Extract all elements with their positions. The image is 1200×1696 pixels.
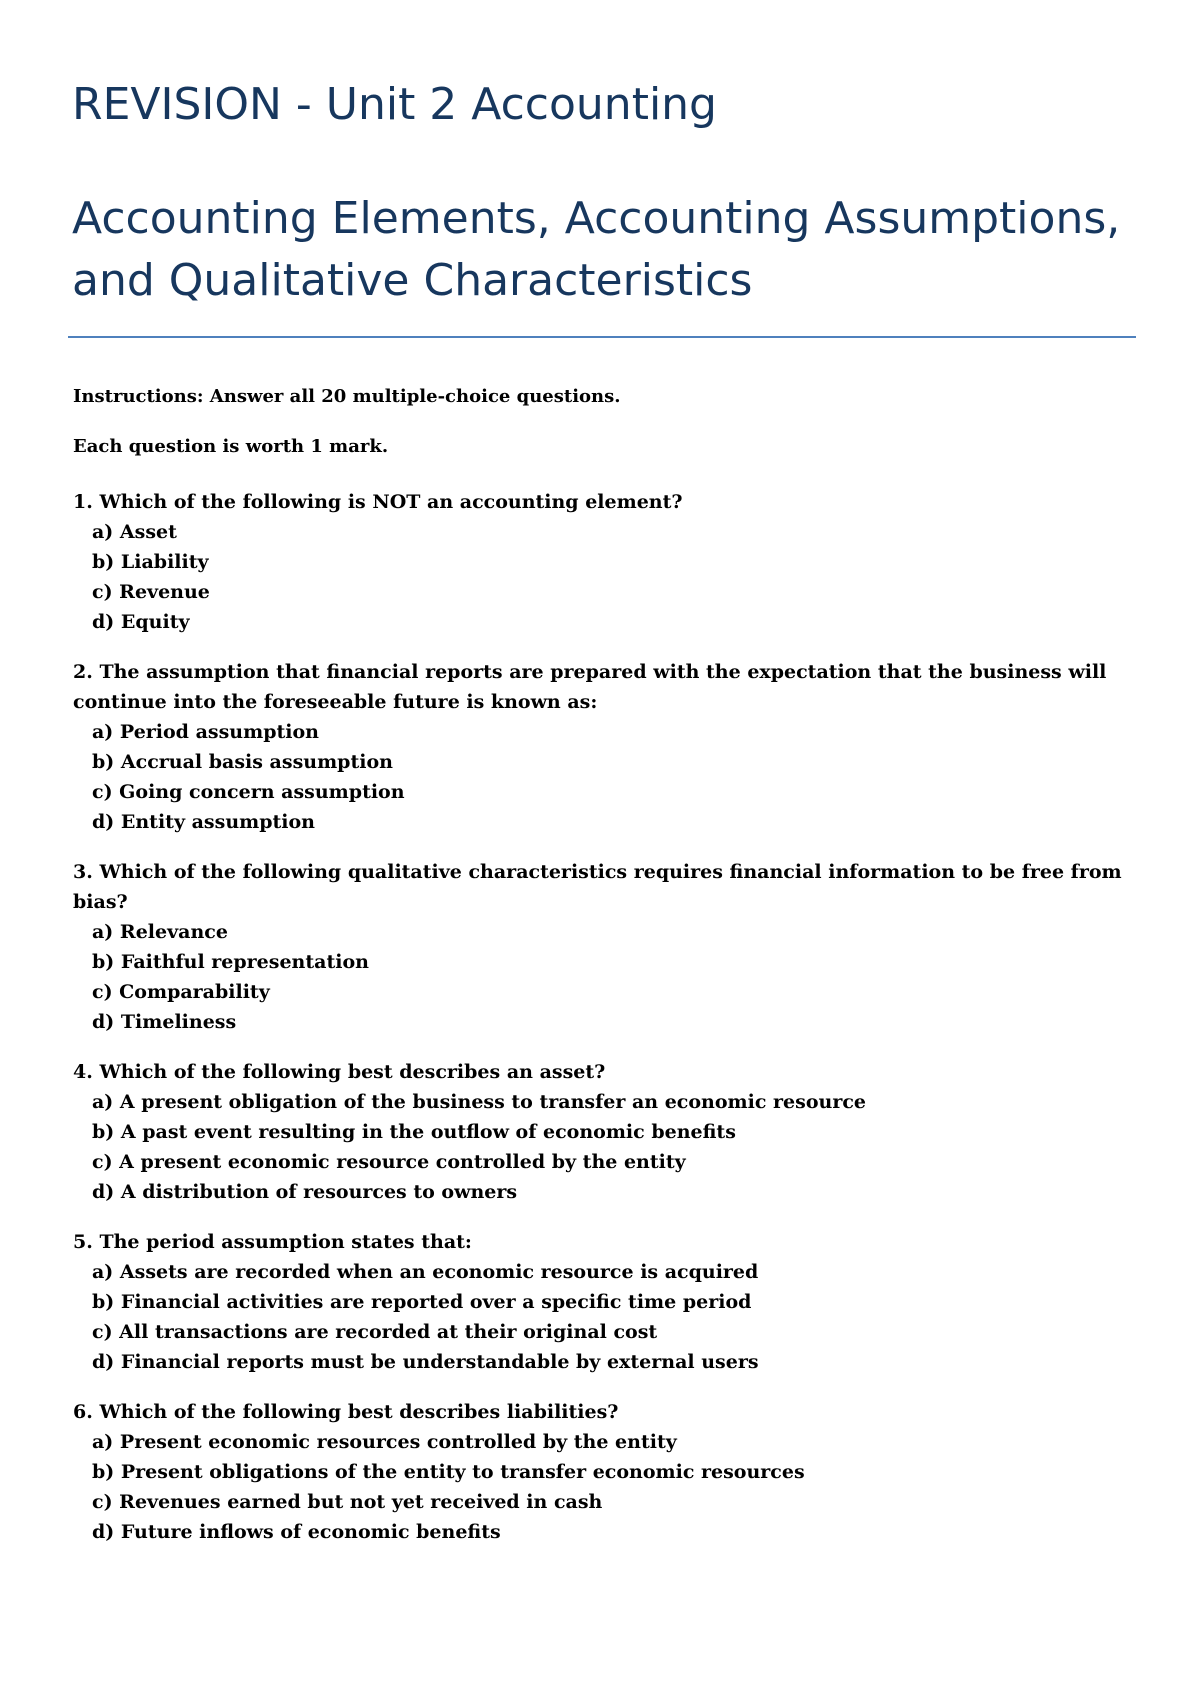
question-6	[73, 1397, 1133, 1547]
question-2	[73, 657, 1133, 837]
question-1	[73, 487, 1133, 637]
answer-options	[73, 917, 1133, 1037]
question-text: 4. Which of the following best describes an asset?	[73, 1061, 606, 1083]
title-block	[72, 74, 1132, 312]
question-text: 1. Which of the following is NOT an accounting element?	[73, 491, 683, 513]
document-title: REVISION - Unit 2 Accounting	[72, 79, 717, 130]
document-subtitle: Accounting Elements, Accounting Assumptions, and Qualitative Characteristics	[72, 193, 1121, 306]
answer-option: d) Timeliness	[92, 1011, 237, 1033]
answer-option: a) Present economic resources controlled by the entity	[92, 1431, 677, 1453]
answer-option: d) Financial reports must be understandable by external users	[92, 1351, 759, 1373]
answer-options	[73, 717, 1133, 837]
answer-option: c) Comparability	[92, 981, 270, 1003]
answer-option: a) Asset	[92, 521, 177, 543]
answer-option: b) Faithful representation	[92, 951, 369, 973]
answer-option: d) Future inflows of economic benefits	[92, 1521, 501, 1543]
answer-option: c) All transactions are recorded at their original cost	[92, 1321, 658, 1343]
answer-option: b) Liability	[92, 551, 209, 573]
answer-options	[73, 1257, 1133, 1377]
quiz-content	[73, 382, 1133, 1547]
answer-option: b) Financial activities are reported over a specific time period	[92, 1291, 752, 1313]
answer-options	[73, 517, 1133, 637]
question-4	[73, 1057, 1133, 1207]
answer-option: c) A present economic resource controlled by the entity	[92, 1151, 686, 1173]
question-text: 3. Which of the following qualitative characteristics requires financial information to be free from bias?	[73, 861, 1122, 913]
answer-option: b) Present obligations of the entity to transfer economic resources	[92, 1461, 805, 1483]
answer-options	[73, 1427, 1133, 1547]
answer-option: b) A past event resulting in the outflow of economic benefits	[92, 1121, 736, 1143]
question-text: 6. Which of the following best describes liabilities?	[73, 1401, 619, 1423]
answer-option: c) Revenue	[92, 581, 210, 603]
answer-option: a) Assets are recorded when an economic resource is acquired	[92, 1261, 759, 1283]
answer-option: a) Relevance	[92, 921, 228, 943]
answer-option: d) Equity	[92, 611, 190, 633]
title-divider	[68, 336, 1136, 338]
answer-option: c) Revenues earned but not yet received in cash	[92, 1491, 603, 1513]
answer-option: d) A distribution of resources to owners	[92, 1181, 518, 1203]
instructions-text: Instructions: Answer all 20 multiple-choice questions.	[73, 386, 621, 407]
answer-options	[73, 1087, 1133, 1207]
question-3	[73, 857, 1133, 1037]
answer-option: c) Going concern assumption	[92, 781, 405, 803]
question-5	[73, 1227, 1133, 1377]
answer-option: a) A present obligation of the business to transfer an economic resource	[92, 1091, 866, 1113]
answer-option: b) Accrual basis assumption	[92, 751, 393, 773]
question-text: 2. The assumption that financial reports are prepared with the expectation that the business will continue into the foreseeable future is known as:	[73, 661, 1107, 713]
question-text: 5. The period assumption states that:	[73, 1231, 472, 1253]
answer-option: a) Period assumption	[92, 721, 319, 743]
marks-note: Each question is worth 1 mark.	[73, 436, 389, 457]
answer-option: d) Entity assumption	[92, 811, 315, 833]
